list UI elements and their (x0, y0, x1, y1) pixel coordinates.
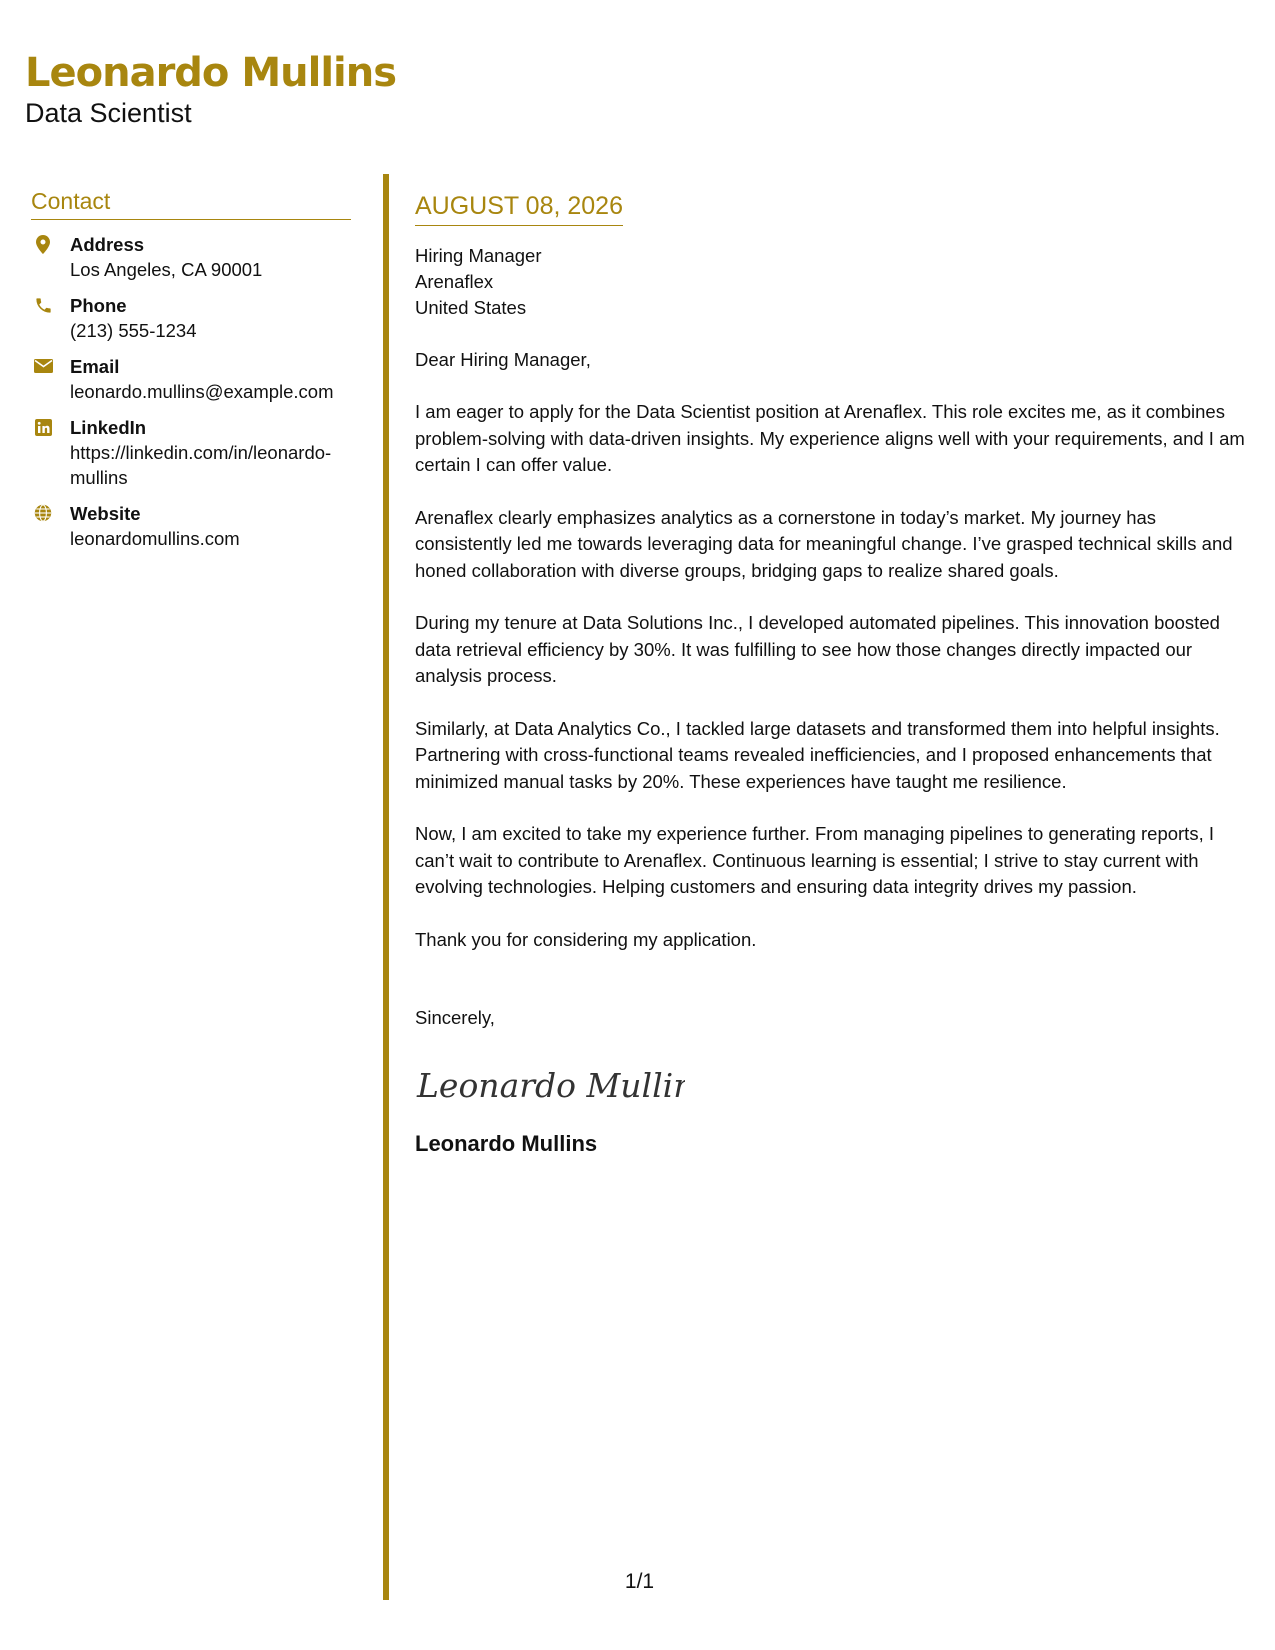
contact-value: Los Angeles, CA 90001 (70, 259, 263, 280)
applicant-job-title: Data Scientist (25, 98, 192, 128)
contact-item-address (31, 232, 351, 282)
globe-icon (33, 503, 53, 523)
vertical-divider (383, 174, 389, 1600)
letter-paragraph: Arenaflex clearly emphasizes analytics as a cornerstone in today’s market. My journey has consistently led me towards leveraging data for meaningful change. I’ve grasped technical skills and honed collaboration with diverse groups, bridging gaps to realize shared goals. (415, 506, 1233, 581)
contact-label: Phone (70, 295, 127, 316)
contact-value: leonardomullins.com (70, 528, 240, 549)
contact-label: Address (70, 234, 145, 255)
contact-item-linkedin (31, 415, 351, 490)
recipient-line: United States (415, 297, 527, 318)
contact-value: leonardo.mullins@example.com (70, 381, 334, 402)
closing: Sincerely, (415, 1007, 495, 1028)
page-number-text: 1/1 (624, 1570, 655, 1593)
signatory-name: Leonardo Mullins (415, 1131, 598, 1156)
letter-body (415, 190, 1255, 1159)
contact-item-phone (31, 293, 351, 343)
letter-paragraph: Thank you for considering my application. (415, 928, 757, 950)
resume-header (25, 48, 396, 128)
letter-paragraph: During my tenure at Data Solutions Inc., I developed automated pipelines. This innovation boosted data retrieval efficiency by 30%. It was fulfilling to see how those changes directly impacted our analysis process. (415, 612, 1220, 686)
salutation: Dear Hiring Manager, (415, 349, 591, 370)
contact-item-email (31, 354, 351, 404)
letter-paragraph: Now, I am excited to take my experience further. From managing pipelines to generating reports, I can’t wait to contribute to Arenaflex. Continuous learning is essential; I strive to stay current with evolving technologies. Helping customers and ensuring data integrity drives my passion. (415, 823, 1214, 897)
letter-paragraph: Similarly, at Data Analytics Co., I tackled large datasets and transformed them into helpful insights. Partnering with cross-functional teams revealed inefficiencies, and I proposed enhancements that minimized manual tasks by 20%. These experiences have taught me resilience. (415, 717, 1220, 792)
contact-value: (213) 555-1234 (70, 320, 197, 341)
recipient-line: Arenaflex (415, 271, 494, 292)
phone-icon (33, 295, 53, 315)
signature-text: Leonardo Mullins (417, 1066, 685, 1105)
envelope-icon (33, 356, 53, 376)
contact-item-website (31, 501, 351, 551)
contact-label: Website (70, 503, 141, 524)
contact-label: Email (70, 356, 120, 377)
recipient-line: Hiring Manager (415, 245, 542, 266)
page-number (0, 1570, 1275, 1594)
applicant-name: Leonardo Mullins (25, 50, 397, 96)
contact-label: LinkedIn (70, 417, 147, 438)
letter-date: AUGUST 08, 2026 (415, 190, 623, 226)
contact-section-title: Contact (31, 186, 351, 220)
contact-value: https://linkedin.com/in/leonardo-mullins (70, 442, 332, 488)
handwritten-signature (415, 1057, 1255, 1111)
linkedin-icon (33, 417, 53, 437)
contact-list (31, 232, 351, 551)
map-pin-icon (33, 234, 53, 254)
letter-paragraph: I am eager to apply for the Data Scientist position at Arenaflex. This role excites me, as it combines problem-solving with data-driven insights. My experience aligns well with your requirements, and I am certain I can offer value. (415, 401, 1245, 475)
contact-sidebar (31, 186, 351, 562)
recipient-block (415, 243, 1255, 321)
